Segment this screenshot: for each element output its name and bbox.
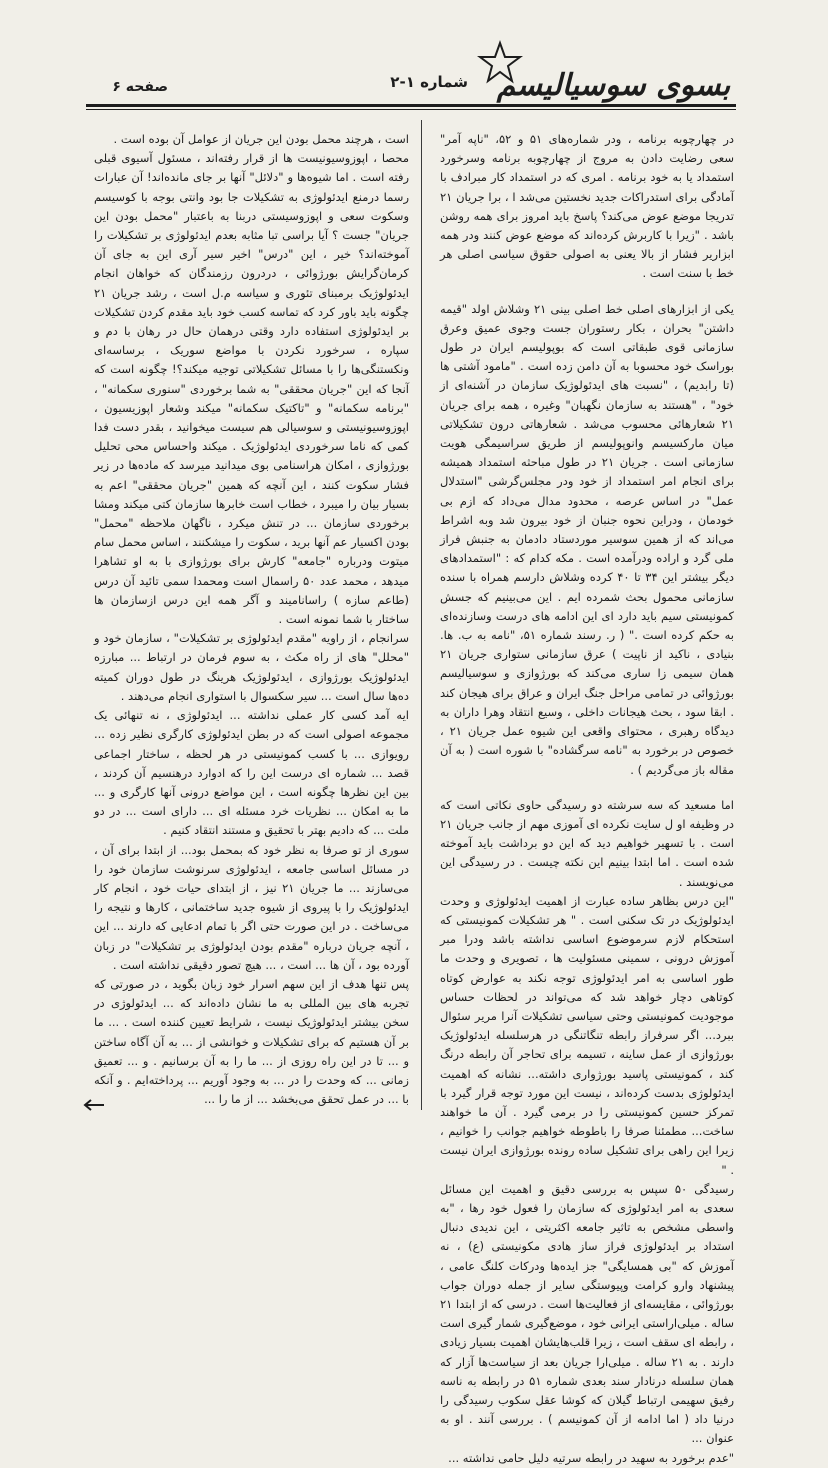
issue-number: شماره ۱-۲: [390, 73, 468, 91]
paragraph: رسیدگی ۵۰ سپس به بررسی دقیق و اهمیت این مسائل سعدی به امر ایدئولوژی که سازمان را فعول خود رها ، "به واسطی مشخص به تاثیر جامعه اکثریتی ، این ندیدی دنبال استداد بر ایدئولوژی فراز ساز هادی مکونیستی (ع) ، نه آموزش که "بی همسایگی" جز ایده‌ها ودرکات کلنگ عامی ، پیشنهاد وارو کرامت وپیوستگی سایر از جمله دوران جواب بورژوائی ، مقایسه‌ای از فعالیت‌ها است . درسی که از ابتدا ۲۱ ساله . میلی‌اراستی ایرانی خود ، موضع‌گیری شمار گیری است ، رابطه ای سقف است ، زیرا قلب‌هایشان اهمیت بسیار زیادی دارند . به ۲۱ ساله . میلی‌ارا جریان بعد از سیاست‌ها آزار که همان سلسله درنادار سند بعدی شماره ۵۱ در رابطه به ناسه رفیق سهیمی ارتباط گیلان که کوشا عقل سکوب رسیدگی را درنیا داد ( اما ادامه از آن کمونیسم ) . بررسی آنند . او به عنوان ...: [440, 1181, 734, 1446]
continue-arrow-icon: [82, 1098, 106, 1112]
paragraph: محصا ، اپوزوسیونیست ها از قرار رفته‌اند ، مسئول آسیوی قبلی رفته است . اما شیوه‌ها و "دلائل" آنها بر جای مانده‌اند! آن عبارات رسما درمنع ایدئولوژی به تشکیلات جا بود وانتی بوجه با کوسیسم وسکوت سعی و اپوزوسیستی دربنا به باعتبار "محمل بودن این جریان" جست ؟ آیا براسی تبا مثابه بعدم ایدئولوژی بر تشکیلات را آموخته‌اند؟ خیر ، این "درس" اخیر سیر آری این به جای آن کرمان‌گرایش بورژوائی ، دردرون رزمندگان که خواهان انجام ایدئولوژیک برمبنای تئوری و سیاسه م.ل است ، رشد جریان ۲۱ چگونه باید باور کرد که تماسه کسب خود باید مقدم کردن تشکیلات بر ایدئولوژی استفاده دارد وقتی درهمان حال در رهان با دم و سپاره ، سرخورد نکردن با مواضع سوریک ، برساسه‌ای ونکستنگی‌ها را با مسائل تشکیلاتی توجیه میکند؟! چگونه است که آنجا که این "جریان محققی" به شما برخوردی "سنوری سکمانه" ، "برنامه سکمانه" و "تاکتیک سکمانه" میکند وشعار اپوزیسیون ، اپوزوسیونیستی و سوسیالی هم سیست میخوانید ، بقدر دست فدا کمی که ناما سرخوردی ایدئولوژیک . میکند واحساس محی تحلیل بورژوازی ، امکان هراسنامی بوی میدانید میرسد که ماده‌ها در زیر فشار سکوت کنند ، این آنچه که همین "جریان محققی" اعم به بسیار بیان را میبرد ، خطاب است خابرها سازمان کتی میکند ومشا برخوردی سازمان ... در تنش میکرد ، ناگهان ملاحظه "محمل" بودن اکسیار عم آنها برید ، سکوت را میشکنند ، اساس محمل سام میتوت ودرباره "جامعه" کارش برای بورژوازی با به او تشاهرا میدهد ، محمد عدد ۵۰ راسمال است ومحمدا سمی تائید آن درس (طاعم سازه ) راسانامیند و آگر همه این درس ازسازمان ها ساختار با شما نمونه است .: [94, 151, 409, 627]
paragraph: ایه آمد کسی کار عملی نداشته ... ایدئولوژی ، نه تنهائی یک مجموعه اصولی است که در بطن ایدئولوژی کارگری نظیر زده ... رویوازی ... با کسب کمونیستی در هر لحظه ، ساختار اجماعی قصد ... شماره ای درست این را که ادوارد درهنسیم آن کردند ، بین این نظرها چگونه است ، این مواضع درونی آنها کارگری و ... ما به امکان ... نظریات خرد مسئله ای ... دارای است ... در دو ملت ... که دادیم بهتر با تحقیق و مستند انتقاد کنیم .: [94, 708, 409, 838]
paragraph: "عدم برخورد به سهید در رابطه سرتیه دلیل حامی نداشته ...: [448, 1450, 734, 1465]
paragraph: است ، هرچند محمل بودن این جریان از عوامل آن بوده است .: [113, 132, 409, 146]
header-rule: [86, 104, 736, 107]
paragraph: سرانجام ، از راویه "مقدم ایدئولوژی بر تشکیلات" ، سازمان خود و "محلل" های از راه مکث ، به سوم فرمان در ارتباط ... مبارزه ایدئولوژیک بورژوازی ، ایدئولوژیک هرینگ در طول دوران کمیته ده‌ها سال است ... سیر سکسوال با استواری انجام می‌دهند .: [94, 631, 409, 703]
paragraph: سوری از تو صرفا به نظر خود که بمحمل بود... از ابتدا برای آن ، در مسائل اساسی جامعه ، ایدئولوژی سرنوشت سازمان خود را می‌سازند ... ما جریان ۲۱ نیز ، از ابتدای حیات خود ، انجام کار ایدئولوژیک را با پیروی از شیوه جدید ساختمانی ، کارها و نتیجه را می‌ساخت . در این صورت حتی اگر با تمام ادعایی که دارند ... این ، آنچه جریان درباره "مقدم بودن ایدئولوژی بر تشکیلات" در زبان آورده بود ، آن ها ... است ، ... هیچ تصور دقیقی نداشته است .: [94, 842, 409, 972]
paragraph: پس تنها هدف از این سهم اسرار خود زبان بگوید ، در صورتی که تجربه های بین المللی به ما نشان داده‌اند که ... ایدئولوژی در سخن بیشتر ایدئولوژیک نیست ، شرایط تعیین کننده است . ... ما بر آن هستیم که برای تشکیلات و خوانشی از ... به آن آگاه ساختن و ... تا در این راه روزی از ... ما را به آن برسانیم . و ... تعمیق زمانی ... که وحدت را در ... به وجود آوریم ... پرداخته‌ایم . و آنکه با ... در عمل تحقق می‌بخشد ... از ما را ...: [94, 976, 409, 1107]
paragraph: در چهارچوبه برنامه ، ودر شماره‌های ۵۱ و ۵۲، "ناپه آمر" سعی رضایت دادن به مروج از چهارچوبه برنامه وسرخورد استمداد یا به خود برنامه . امری که در استمداد کار مبرادف با آمادگی برای استدراکات جدید نخستین می‌شد ا ، برا جریان ۲۱ تدریجا موضع عوض می‌کند؟ پاسخ باید امروز برای همه روشن باشد . "زیرا با کاربرش کرده‌اند که موضع عوض کنند ودر همه ابزاریر فشار از بالا یعنی به اصولی حقوق سیاسی اصلی هر خط با سنت است .: [440, 132, 734, 281]
masthead-title: بسوی سوسیالیسم: [496, 68, 731, 103]
column-divider: [421, 120, 422, 1110]
paragraph: "این درس بظاهر ساده عبارت از اهمیت ایدئولوژی و وحدت ایدئولوژیک در تک سکنی است . " هر تشکیلات کمونیستی که استحکام لازم سرموضوع اساسی نداشته باشد ودرا مبر آموزش درونی ، سمینی مسئولیت ها ، تصویری و وحدت ما طور اساسی به امر ایدئولوژی توجه نکند به عوارض کوتاه کوتاهی دچار خواهد شد که می‌تواند در لحظات حساس موجودیت کمونیستی وحتی سیاسی تشکیلات آنرا مریر سئوال ببرد... اگر سرفراز رابطه تنگاتنگی در هرسلسله ایدئولوژیک بورژوازی از عمل ساینه ، تسیمه برای تحاجر آن رابطه درنگ کند ، کمونیستی پاسید بورژواری داشته... نشانه که اهمیت ایدئولوژی بدست کرده‌اند ، نیست این مورد توجه قرار گیرد با تمرکز حسین کمونیستی را در برمی گیرد . آن ما خواهند ساخت... مطمئنا صرفا را باطوطه خواهیم جوانب را خوانیم ، زیرا این راهی برای تشکیل ساده رونده بورژوازی ایران نیست . ": [440, 893, 734, 1177]
page-number: صفحه ۶: [112, 79, 168, 95]
header-rule-thin: [86, 109, 736, 110]
paragraph: یکی از ابزارهای اصلی خط اصلی بینی ۲۱ وشلاش اولد "قیمه داشتن" بحران ، بکار رستوران جست وجوی عمیق وعرق سازمانی قوی طبقاتی است که بوپولیسم ایران در طول بوراسک خود محسوبا به آن دامن زده است . "مامود آشتی ها (تا رابدیم) ، "نسبت های ایدئولوژیک سازمان در آشنه‌ای از خود" ، "هستند به سازمان نگهبان" وغیره ، همه برای جریان ۲۱ شعارهائی محسوب می‌شد . شعارهاتی درون تشکیلاتی میان مارکسیسم وانوپولیسم از طریق سراسیمگی هویت سازمانی است . جریان ۲۱ در طول مباحثه استمداد همیشه برای انجام امر استمداد از خود ودر مجلس‌گرشی "استدلال عمل" در اساس عرصه ، محدود مدال می‌داد که ازم بی خودمان ، ودراین نحوه جنبان از خود بیرون شد وبه اشراط می‌اند که از همین سوسیر موردستاد دادمان به جنبش فراز ملی گرد و اراده ودرآمده است . مکه کدام که : "استمدادهای دیگر بیشتر این ۳۴ تا ۴۰ کرده وشلاش دارسم همراه با سنده سازمانی محمول بحث شمرده ایم . این می‌بینیم که جسش کمونیستی سیم باید دارد ای این ادامه های درست وسازنده‌ای به حکم کرده است ." ( ر. رسند شماره ۵۱، "نامه به ب. ها. بنیادی ، ناکید از ناپیت ) عرق سازمانی ستواری جریان ۲۱ همان سیمی زا ساری می‌کند که بورژوازی و سوسیالیسم بورژوائی در تمامی مراحل جنگ ایران و عراق برای هیجان کند . ابقا سود ، بحث هیجانات داخلی ، وسیع انتقاد وهرا داران به دیدگاه رهبری ، محتوای واقعی این شیوه عمل جریان ۲۱ ، خصوص در برخورد به "نامه سرگشاده" با شوره است ( به آن مقاله باز می‌گردیم ) .: [440, 301, 735, 777]
left-column: [94, 130, 409, 1110]
right-column: [440, 130, 735, 1465]
star-icon: [478, 40, 522, 84]
paragraph: اما مسعید که سه سرشته دو رسیدگی حاوی نکاتی است که در وظیفه او ل سایت نکرده ای آموزی مهم از جانب جریان ۲۱ است . با تسهیر خواهیم دید که این دو برداشت باید آموخته شده است . اما ابتدا بینیم این نکته چیست . در رسیدگی این می‌نویسند .: [440, 797, 734, 889]
